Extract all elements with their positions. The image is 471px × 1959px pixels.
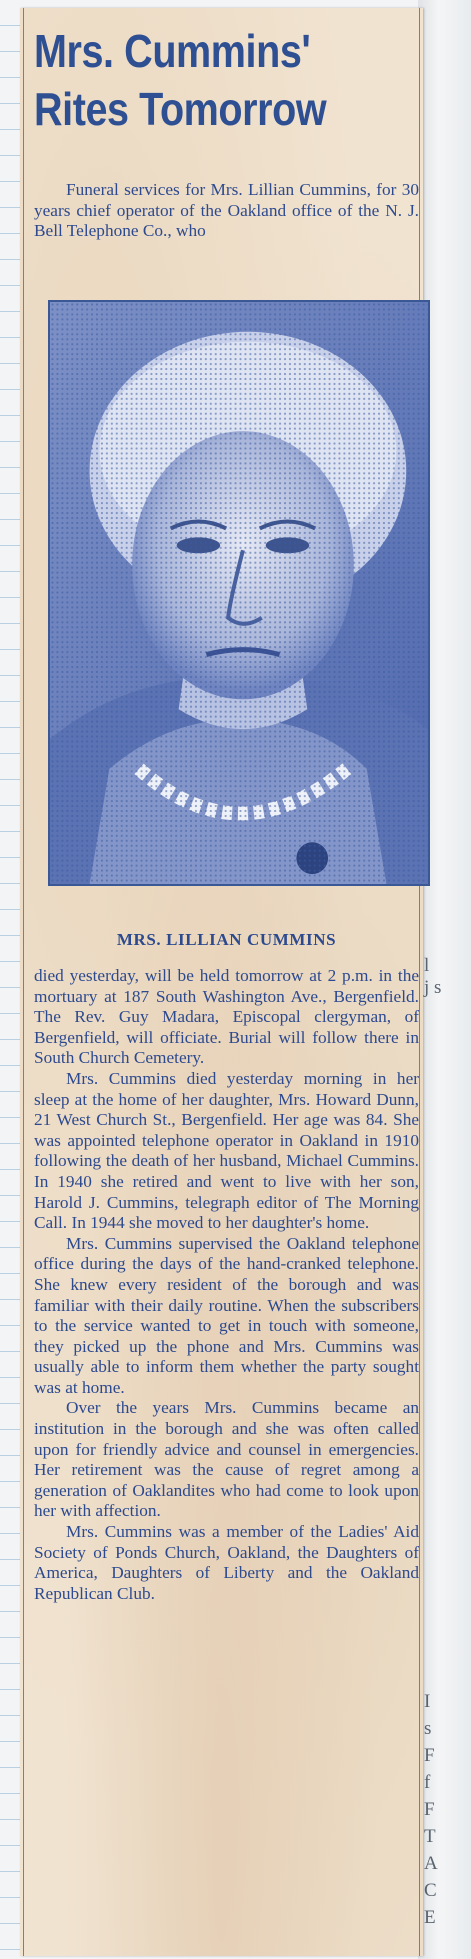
article-body bbox=[34, 966, 419, 1604]
headline-line-2: Rites Tomorrow bbox=[34, 83, 327, 135]
adjacent-column-fragment-bottom: I s F f F T A C E bbox=[424, 1691, 438, 1928]
paragraph-5: Mrs. Cummins was a member of the Ladies' Aid Society of Ponds Church, Oakland, the Daughters of America, Daughters of Liberty and the Oakland Republican Club. bbox=[34, 1522, 419, 1603]
portrait-illustration bbox=[50, 302, 428, 884]
headline bbox=[34, 22, 361, 138]
lead-text: Funeral services for Mrs. Lillian Cummins, for 30 years chief operator of the Oakland office of the N. J. Bell Telephone Co., who bbox=[34, 180, 419, 241]
lead-paragraph bbox=[34, 180, 419, 242]
portrait-photo bbox=[48, 300, 430, 886]
photo-caption: MRS. LILLIAN CUMMINS bbox=[116, 930, 337, 949]
paragraph-4: Over the years Mrs. Cummins became an institution in the borough and she was often called upon for friendly advice and counsel in emergencies. Her retirement was the cause of regret among a generation of Oaklandites who had come to look upon her with affection. bbox=[34, 1398, 419, 1521]
adjacent-column-fragment-top: l j s bbox=[424, 955, 442, 998]
paragraph-3: Mrs. Cummins supervised the Oakland telephone office during the days of the hand-cranked telephone. She knew every resident of the borough and was familiar with their daily routine. When the subscribers to the service wanted to get in touch with someone, they picked up the phone and Mrs. Cummins was usually able to inform them whether the party sought was at home. bbox=[34, 1233, 419, 1397]
paragraph-2: Mrs. Cummins died yesterday morning in her sleep at the home of her daughter, Mrs. Howard Dunn, 21 West Church St., Bergenfield. Her age was 84. She was appointed telephone operator in Oakland in 1910 following the death of her husband, Michael Cummins. In 1940 she retired and went to live with her son, Harold J. Cummins, telegraph editor of The Morning Call. In 1944 she moved to her daughter's home. bbox=[34, 1068, 419, 1233]
column-rule-left bbox=[23, 8, 24, 1956]
newspaper-clipping bbox=[20, 8, 423, 1956]
paragraph-1: died yesterday, will be held tomorrow at 2 p.m. in the mortuary at 187 South Washington Ave., Bergenfield. The Rev. Guy Madara, Episcopal clergyman, of Bergenfield, will officiate. Burial will follow there in South Church Cemetery. bbox=[34, 966, 419, 1068]
headline-line-1: Mrs. Cummins' bbox=[34, 25, 311, 77]
